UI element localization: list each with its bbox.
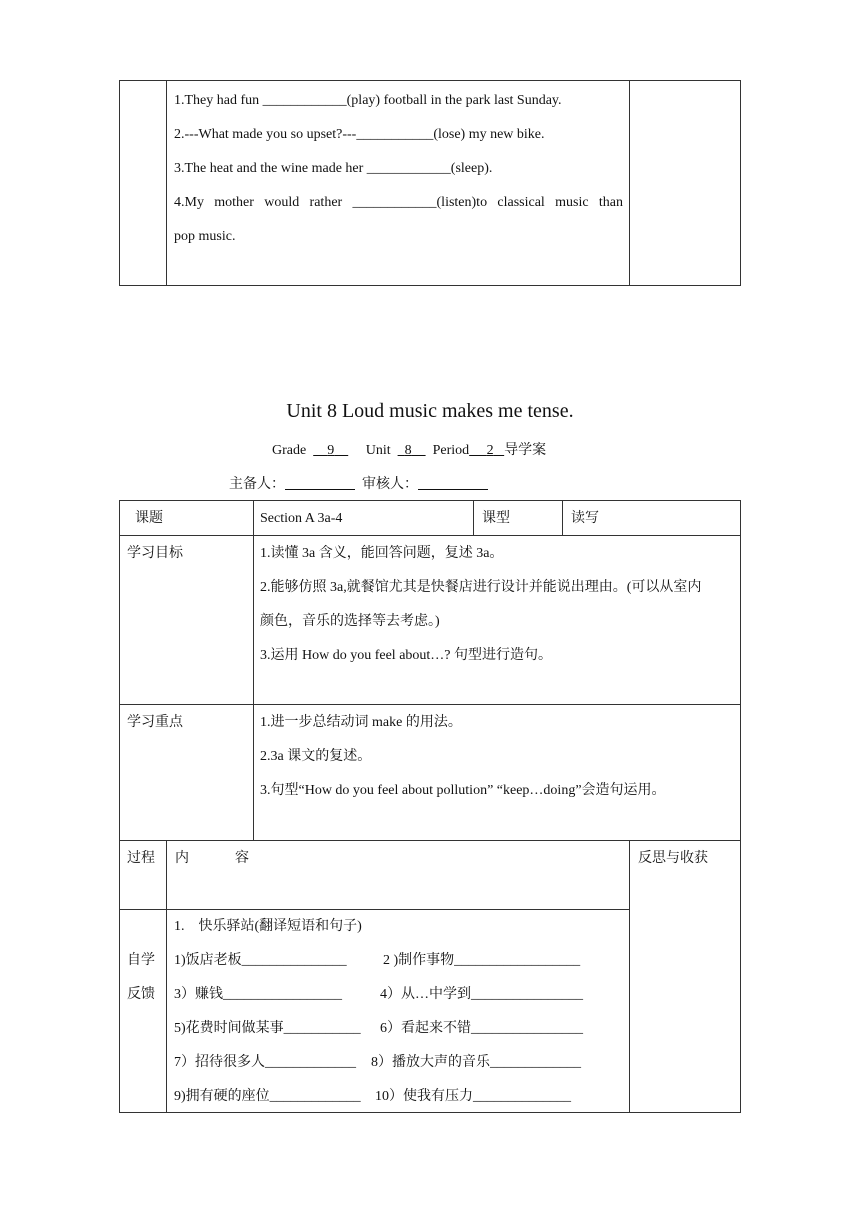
- goal-item: 1.读懂 3a 含义，能回答问题，复述 3a。: [260, 546, 504, 561]
- table-border: [119, 500, 120, 1113]
- goal-item: 2.能够仿照 3a,就餐馆尤其是快餐店进行设计并能说出理由。(可以从室内: [260, 580, 702, 595]
- table-border: [119, 500, 741, 501]
- topic-value: Section A 3a-4: [260, 511, 343, 526]
- topic-label: 课题: [135, 511, 163, 526]
- table-border: [119, 535, 741, 536]
- period-label: Period: [432, 443, 470, 458]
- preparer-line: [229, 476, 488, 494]
- exercise-line: 4.My mother would rather ____________(listen)to classical music than: [174, 195, 623, 210]
- preparer-label: 主备人：: [229, 477, 285, 492]
- key-points-label: 学习重点: [127, 715, 183, 730]
- feedback-label: 反馈: [127, 987, 155, 1002]
- phrase-item: 7）招待很多人_____________: [174, 1055, 356, 1070]
- content-label-2: 容: [235, 851, 249, 866]
- type-value: 读写: [571, 511, 599, 526]
- key-point-item: 1.进一步总结动词 make 的用法。: [260, 715, 462, 730]
- doc-suffix: 导学案: [504, 443, 547, 458]
- table-border: [119, 1112, 741, 1113]
- phrase-item: 10）使我有压力______________: [375, 1089, 571, 1104]
- key-point-item: 2.3a 课文的复述。: [260, 749, 372, 764]
- phrase-item: 6）看起来不错________________: [380, 1021, 583, 1036]
- grade-value: 9: [327, 443, 335, 458]
- unit-label: Unit: [365, 443, 391, 458]
- top-table-border: [119, 80, 741, 81]
- table-border: [253, 500, 254, 841]
- top-table-border: [166, 80, 167, 286]
- phrase-item: 9)拥有硬的座位_____________: [174, 1089, 361, 1104]
- table-border: [119, 704, 741, 705]
- self-study-label: 自学: [127, 953, 155, 968]
- top-table-border: [629, 80, 630, 286]
- phrase-item: 5)花费时间做某事___________: [174, 1021, 361, 1036]
- phrase-item: 8）播放大声的音乐_____________: [371, 1055, 581, 1070]
- reviewer-blank: [418, 477, 488, 492]
- goals-label: 学习目标: [127, 546, 183, 561]
- preparer-blank: [285, 477, 355, 492]
- reflection-label: 反思与收获: [638, 851, 708, 866]
- key-point-item: 3.句型“How do you feel about pollution” “keep…doing”会造句运用。: [260, 783, 666, 798]
- grade-label: Grade: [272, 443, 307, 458]
- phrase-item: 3）赚钱_________________: [174, 987, 342, 1002]
- exercise-line: 3.The heat and the wine made her ____________(sleep).: [174, 161, 493, 176]
- phrase-item: 2 )制作事物__________________: [383, 953, 581, 968]
- exercise-line: pop music.: [174, 229, 236, 244]
- table-border: [629, 840, 630, 1113]
- page-title: Unit 8 Loud music makes me tense.: [286, 400, 574, 422]
- exercise-line: 1.They had fun ____________(play) football in the park last Sunday.: [174, 93, 562, 108]
- phrase-item: 4）从…中学到________________: [380, 987, 583, 1002]
- table-border: [119, 909, 629, 910]
- top-table-border: [119, 285, 741, 286]
- exercise-line: 2.---What made you so upset?---___________(lose) my new bike.: [174, 127, 545, 142]
- table-border: [119, 840, 741, 841]
- unit-value: 8: [404, 443, 412, 458]
- table-border: [473, 500, 474, 536]
- content-label-1: 内: [175, 851, 189, 866]
- process-label: 过程: [127, 851, 155, 866]
- top-table-border: [119, 80, 120, 286]
- top-table-border: [740, 80, 741, 286]
- table-border: [740, 500, 741, 1113]
- table-border: [166, 840, 167, 1113]
- goal-item: 颜色，音乐的选择等去考虑。): [260, 614, 440, 629]
- type-label: 课型: [482, 511, 510, 526]
- table-border: [562, 500, 563, 536]
- period-value: 2: [486, 443, 494, 458]
- phrase-item: 1)饭店老板_______________: [174, 953, 347, 968]
- goal-item: 3.运用 How do you feel about…? 句型进行造句。: [260, 648, 553, 663]
- grade-line: [272, 442, 546, 460]
- reviewer-label: 审核人：: [362, 477, 418, 492]
- self-study-heading: 1. 快乐驿站(翻译短语和句子): [174, 919, 362, 934]
